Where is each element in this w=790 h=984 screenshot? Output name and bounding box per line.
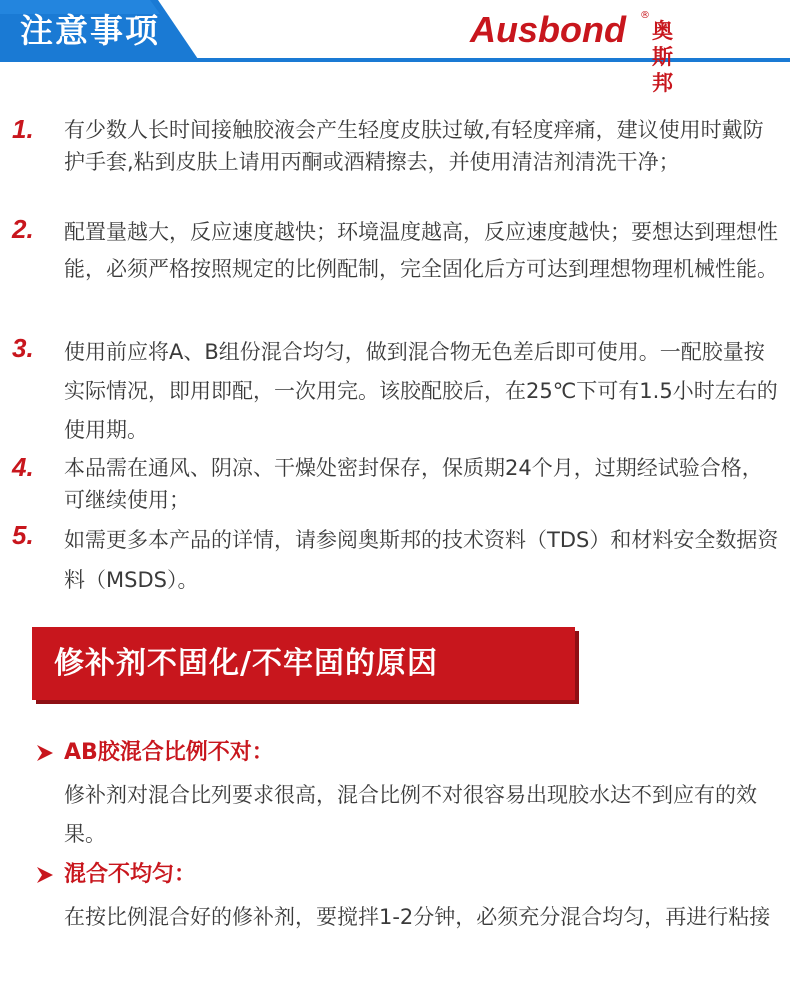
arrow-icon [36,744,54,762]
brand-chinese-name: 奥斯邦 [652,19,673,95]
page-title: 注意事项 [20,11,160,50]
section-banner [32,627,575,700]
item-text: 使用前应将A、B组份混合均匀，做到混合物无色差后即可使用。一配胶量按实际情况，即用即配，一次用完。该胶配胶后，在25℃下可有1.5小时左右的使用期。 [64,340,778,442]
brand-name: Ausbond [470,9,626,50]
item-number: 3. [12,333,34,363]
arrow-icon [36,866,54,884]
header-divider [190,58,790,62]
item-text: 配置量越大，反应速度越快；环境温度越高，反应速度越快；要想达到理想性能，必须严格按照规定的比例配制，完全固化后方可达到理想物理机械性能。 [64,220,778,281]
item-number: 2. [12,214,34,244]
reason-title: AB胶混合比例不对： [64,740,274,765]
item-text: 如需更多本产品的详情，请参阅奥斯邦的技术资料（TDS）和材料安全数据资料（MSDS）。 [64,528,779,592]
item-number: 5. [12,520,34,550]
item-text: 有少数人长时间接触胶液会产生轻度皮肤过敏,有轻度痒痛，建议使用时戴防护手套,粘到皮肤上请用丙酮或酒精擦去，并使用清洁剂清洗干净； [64,118,764,174]
reason-text: 在按比例混合好的修补剂，要搅拌1-2分钟，必须充分混合均匀，再进行粘接 [64,905,771,929]
brand-registered-mark: ® [640,10,650,21]
page-header [0,0,790,95]
item-number: 4. [12,452,34,482]
reason-text: 修补剂对混合比列要求很高，混合比例不对很容易出现胶水达不到应有的效果。 [64,783,757,846]
section-title: 修补剂不固化/不牢固的原因 [54,646,438,681]
item-text: 本品需在通风、阴凉、干燥处密封保存，保质期24个月，过期经试验合格，可继续使用； [64,456,763,512]
reason-title: 混合不均匀： [64,862,197,887]
item-number: 1. [12,114,34,144]
